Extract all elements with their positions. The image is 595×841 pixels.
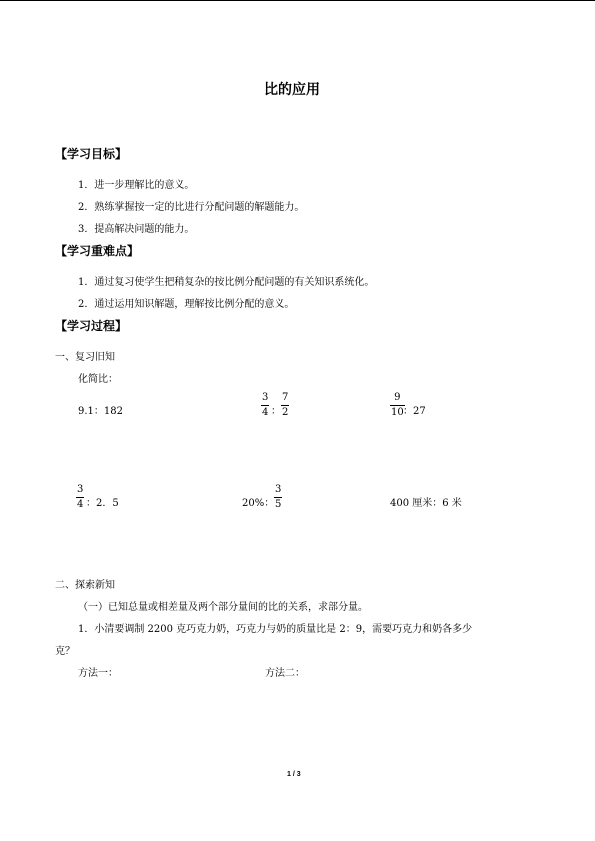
section-heading-process: 【学习过程】 (55, 319, 128, 333)
fraction-bar (274, 497, 282, 498)
goal-item-2: 2．熟练掌握按一定的比进行分配问题的解题能力。 (78, 202, 305, 213)
review-heading: 一、复习旧知 (55, 352, 115, 363)
fraction-numerator: 9 (394, 392, 401, 403)
method-1-label: 方法一： (78, 668, 118, 679)
goal-item-1: 1．进一步理解比的意义。 (78, 180, 195, 191)
key-point-item-2: 2．通过运用知识解题，理解按比例分配的意义。 (78, 299, 295, 310)
page-title: 比的应用 (264, 82, 320, 98)
fraction-denominator: 4 (77, 499, 84, 510)
fraction-numerator: 3 (262, 392, 269, 403)
problem-text-line-1: 1．小清要调制 2200 克巧克力奶，巧克力与奶的质量比是 2：9，需要巧克力和奶各多少 (78, 624, 473, 635)
method-2-label: 方法二： (265, 668, 305, 679)
exercise-2-fraction-2 (281, 392, 289, 419)
fraction-bar (281, 405, 289, 406)
exercise-3-rest: ：27 (403, 406, 426, 417)
exercise-4-fraction (76, 484, 84, 511)
fraction-numerator: 7 (282, 392, 289, 403)
problem-text-line-2: 克？ (55, 646, 75, 657)
explore-heading: 二、探索新知 (55, 580, 115, 591)
fraction-numerator: 3 (275, 484, 282, 495)
exercise-5-fraction (274, 484, 282, 511)
page-number: 1 / 3 (287, 771, 301, 778)
fraction-numerator: 3 (77, 484, 84, 495)
key-point-item-1: 1．通过复习使学生把稍复杂的按比例分配问题的有关知识系统化。 (78, 277, 375, 288)
section-heading-goals: 【学习目标】 (55, 147, 128, 161)
fraction-denominator: 2 (282, 407, 289, 418)
top-border-line (0, 0, 595, 1)
goal-item-3: 3．提高解决问题的能力。 (78, 224, 195, 235)
fraction-bar (76, 497, 84, 498)
exercise-2-fraction-1 (261, 392, 269, 419)
section-heading-key-points: 【学习重难点】 (55, 244, 140, 258)
exercise-5-prefix: 20%： (242, 498, 275, 509)
fraction-denominator: 10 (391, 407, 404, 418)
fraction-denominator: 4 (262, 407, 269, 418)
fraction-denominator: 5 (275, 499, 282, 510)
exercise-2-separator: ： (271, 406, 281, 417)
exercise-4-rest: ：2．5 (86, 498, 119, 509)
exercise-1: 9.1：182 (78, 406, 123, 417)
explore-subheading: （一）已知总量或相差量及两个部分量间的比的关系，求部分量。 (78, 602, 368, 613)
fraction-bar (261, 405, 269, 406)
review-prompt: 化简比： (78, 374, 118, 385)
exercise-6: 400 厘米：6 米 (390, 498, 462, 509)
